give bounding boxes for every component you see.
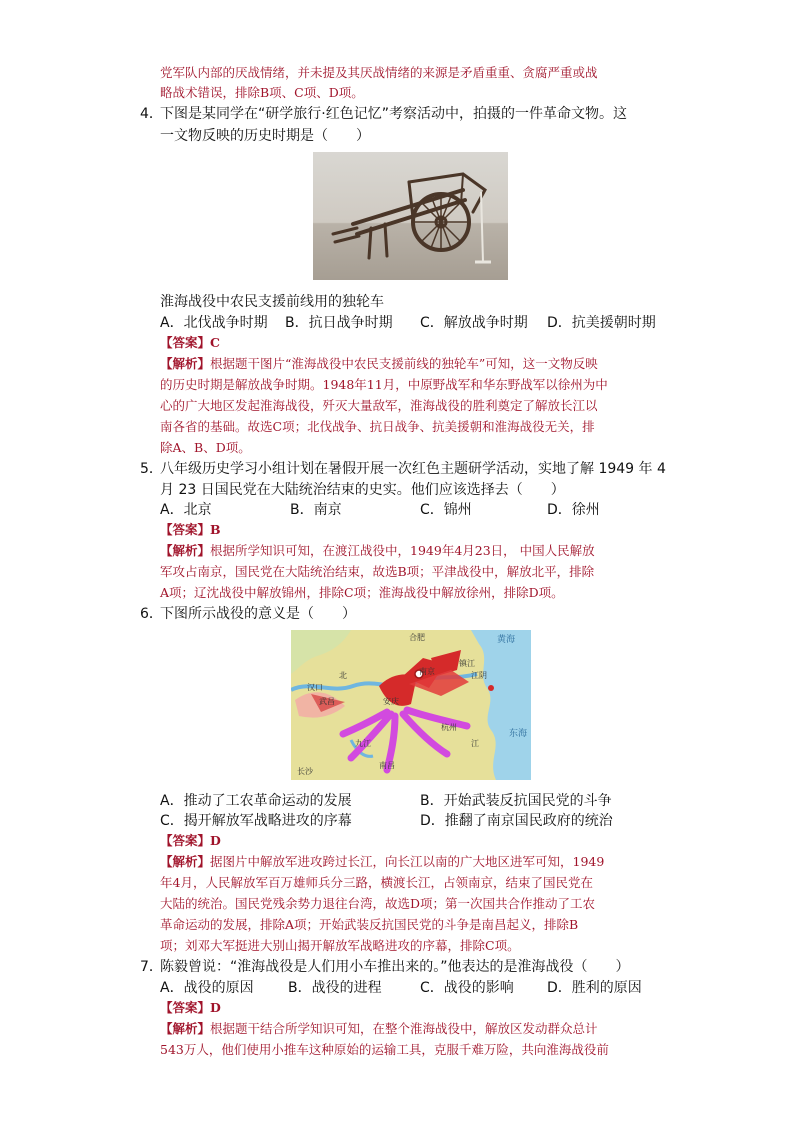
analysis-line: 543万人，他们使用小推车这种原始的运输工具，克服千难万险，共向淮海战役前	[160, 1042, 609, 1057]
map-label: 安庆	[383, 697, 399, 706]
option-a[interactable]: A．北京	[160, 502, 212, 518]
map-label: 镇江	[459, 659, 475, 668]
question-number: 7．	[140, 959, 163, 975]
option-b[interactable]: B．南京	[290, 502, 342, 518]
analysis-line: 项；刘邓大军挺进大别山揭开解放军战略进攻的序幕，排除C项。	[160, 938, 520, 953]
analysis-line: 大陆的统治。国民党残余势力退往台湾，故选D项；第一次国共合作推动了工农	[160, 896, 596, 911]
option-c[interactable]: C．锦州	[420, 502, 472, 518]
map-label: 江	[471, 739, 479, 748]
option-a[interactable]: A．北伐战争时期	[160, 315, 268, 331]
analysis-tag: 【解析】	[160, 356, 211, 371]
analysis-line	[160, 1019, 598, 1039]
map-label: 九江	[355, 739, 371, 748]
option-b[interactable]: B．战役的进程	[288, 980, 382, 996]
map-label: 合肥	[409, 633, 425, 642]
analysis-line: 南各省的基础。故选C项；北伐战争、抗日战争、抗美援朝和淮海战役无关，排	[160, 419, 595, 434]
map-label: 南昌	[379, 761, 395, 770]
map-label: 长沙	[297, 767, 313, 776]
question-stem: 月 23 日国民党在大陆统治结束的史实。他们应该选择去（ ）	[160, 482, 565, 498]
option-d[interactable]: D．徐州	[547, 502, 600, 518]
battle-map	[291, 630, 531, 780]
option-a[interactable]: A．推动了工农革命运动的发展	[160, 793, 352, 809]
image-caption: 淮海战役中农民支援前线用的独轮车	[160, 294, 384, 310]
analysis-line: A项；辽沈战役中解放锦州，排除C项；淮海战役中解放徐州，排除D项。	[160, 585, 564, 600]
option-d[interactable]: D．抗美援朝时期	[547, 315, 656, 331]
map-label: 江阴	[471, 671, 487, 680]
prev-analysis-line: 略战术错误，排除B项、C项、D项。	[160, 85, 364, 100]
question-number: 6．	[140, 606, 163, 622]
analysis-tag: 【解析】	[160, 854, 211, 869]
analysis-tag: 【解析】	[160, 1021, 211, 1036]
analysis-line	[160, 354, 598, 374]
answer-label: 【答案】D	[160, 833, 221, 848]
option-a[interactable]: A．战役的原因	[160, 980, 254, 996]
option-b[interactable]: B．开始武装反抗国民党的斗争	[420, 793, 612, 809]
question-stem: 陈毅曾说：“淮海战役是人们用小车推出来的。”他表达的是淮海战役（ ）	[160, 959, 630, 975]
question-stem: 下图是某同学在“研学旅行·红色记忆”考察活动中，拍摄的一件革命文物。这	[160, 106, 627, 122]
analysis-line: 军攻占南京，国民党在大陆统治结束，故选B项；平津战役中，解放北平，排除	[160, 564, 595, 579]
question-number: 4．	[140, 106, 163, 122]
option-c[interactable]: C．揭开解放军战略进攻的序幕	[160, 813, 352, 829]
analysis-text: 根据题干结合所学知识可知，在整个淮海战役中，解放区发动群众总计	[210, 1021, 598, 1036]
map-label: 东海	[509, 729, 528, 739]
analysis-line: 革命运动的发展，排除A项；开始武装反抗国民党的斗争是南昌起义，排除B	[160, 917, 579, 932]
analysis-text: 据图片中解放军进攻跨过长江，向长江以南的广大地区进军可知，1949	[210, 854, 605, 869]
analysis-line: 除A、B、D项。	[160, 440, 251, 455]
analysis-line	[160, 852, 604, 872]
map-label: 北	[339, 671, 347, 680]
map-label: 杭州	[441, 723, 457, 732]
analysis-line	[160, 541, 595, 561]
map-label: 南京	[419, 667, 435, 676]
option-b[interactable]: B．抗日战争时期	[285, 315, 393, 331]
map-label: 武昌	[319, 697, 335, 706]
question-stem: 下图所示战役的意义是（ ）	[160, 606, 356, 622]
wheelbarrow-photo	[313, 152, 508, 280]
map-label: 汉口	[307, 683, 323, 692]
analysis-text: 根据题干图片“淮海战役中农民支援前线的独轮车”可知，这一文物反映	[210, 356, 598, 371]
analysis-line: 年4月，人民解放军百万雄师兵分三路，横渡长江，占领南京，结束了国民党在	[160, 875, 593, 890]
answer-label: 【答案】C	[160, 335, 220, 350]
analysis-line: 的历史时期是解放战争时期。1948年11月，中原野战军和华东野战军以徐州为中	[160, 377, 608, 392]
question-stem: 一文物反映的历史时期是（ ）	[160, 128, 370, 144]
question-number: 5．	[140, 461, 163, 477]
analysis-line: 心的广大地区发起淮海战役，歼灭大量敌军，淮海战役的胜利奠定了解放长江以	[160, 398, 598, 413]
answer-label: 【答案】D	[160, 1000, 221, 1015]
analysis-text: 根据所学知识可知，在渡江战役中，1949年4月23日， 中国人民解放	[210, 543, 595, 558]
analysis-tag: 【解析】	[160, 543, 211, 558]
option-c[interactable]: C．解放战争时期	[420, 315, 528, 331]
answer-label: 【答案】B	[160, 522, 221, 537]
option-d[interactable]: D．胜利的原因	[547, 980, 642, 996]
prev-analysis-line: 党军队内部的厌战情绪，并未提及其厌战情绪的来源是矛盾重重、贪腐严重或战	[160, 65, 598, 80]
question-stem: 八年级历史学习小组计划在暑假开展一次红色主题研学活动，实地了解 1949 年 4	[160, 461, 666, 477]
option-c[interactable]: C．战役的影响	[420, 980, 514, 996]
option-d[interactable]: D．推翻了南京国民政府的统治	[420, 813, 613, 829]
map-label: 黄海	[497, 635, 516, 645]
